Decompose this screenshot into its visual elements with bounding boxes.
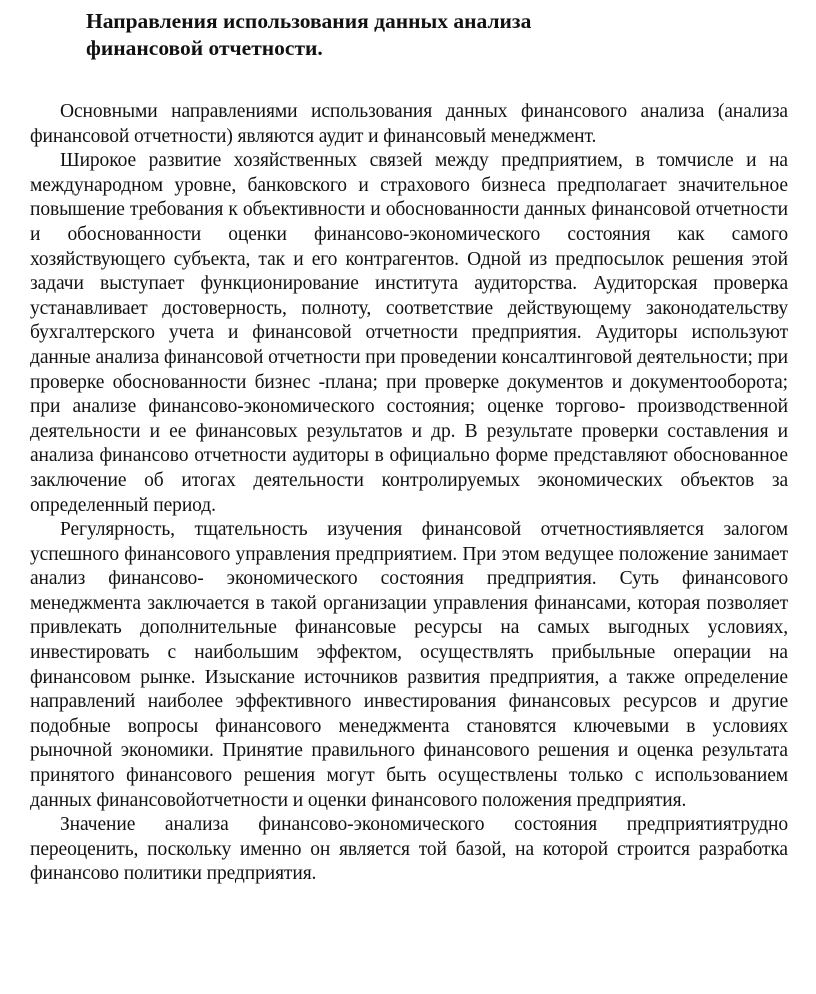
title-line-1: Направления использования данных анализа: [86, 9, 532, 33]
paragraph-3: Регулярность, тщательность изучения финансовой отчетностиявляется залогом успешного финансового управления предприятием. При этом ведущее положение занимает анализ финансово- экономического состояния предприятия. Суть финансового менеджмента заключается в такой организации управления финансами, которая позволяет привлекать дополнительные финансовые ресурсы на самых выгодных условиях, инвестировать с наибольшим эффектом, осуществлять прибыльные операции на финансовом рынке. Изыскание источников развития предприятия, а также определение направлений наиболее эффективного инвестирования финансовых ресурсов и другие подобные вопросы финансового менеджмента становятся ключевыми в условиях рыночной экономики. Принятие правильного финансового решения и оценка результата принятого финансового решения могут быть осуществлены только с использованием данных финансовойотчетности и оценки финансового положения предприятия.: [30, 519, 788, 811]
title-line-2: финансовой отчетности.: [86, 36, 323, 60]
document-title: [86, 8, 788, 62]
document-body: [30, 100, 788, 887]
paragraph-4: Значение анализа финансово-экономического состояния предприятиятрудно переоценить, поскольку именно он является той базой, на которой строится разработка финансово политики предприятия.: [30, 814, 788, 885]
paragraph-2: Широкое развитие хозяйственных связей между предприятием, в томчисле и на международном уровне, банковского и страхового бизнеса предполагает значительное повышение требования к объективности и обоснованности данных финансовой отчетности и обоснованности оценки финансово-экономического состояния как самого хозяйствующего субъекта, так и его контрагентов. Одной из предпосылок решения этой задачи выступает функционирование института аудиторства. Аудиторская проверка устанавливает достоверность, полноту, соответствие действующему законодательству бухгалтерского учета и финансовой отчетности предприятия. Аудиторы используют данные анализа финансовой отчетности при проведении консалтинговой деятельности; при проверке обоснованности бизнес -плана; при проверке документов и документооборота; при анализе финансово-экономического состояния; оценке торгово- производственной деятельности и ее финансовых результатов и др. В результате проверки составления и анализа финансово отчетности аудиторы в официально форме представляют обоснованное заключение об итогах деятельности контролируемых экономических объектов за определенный период.: [30, 150, 788, 516]
paragraph-1: Основными направлениями использования данных финансового анализа (анализа финансовой отчетности) являются аудит и финансовый менеджмент.: [30, 101, 788, 147]
